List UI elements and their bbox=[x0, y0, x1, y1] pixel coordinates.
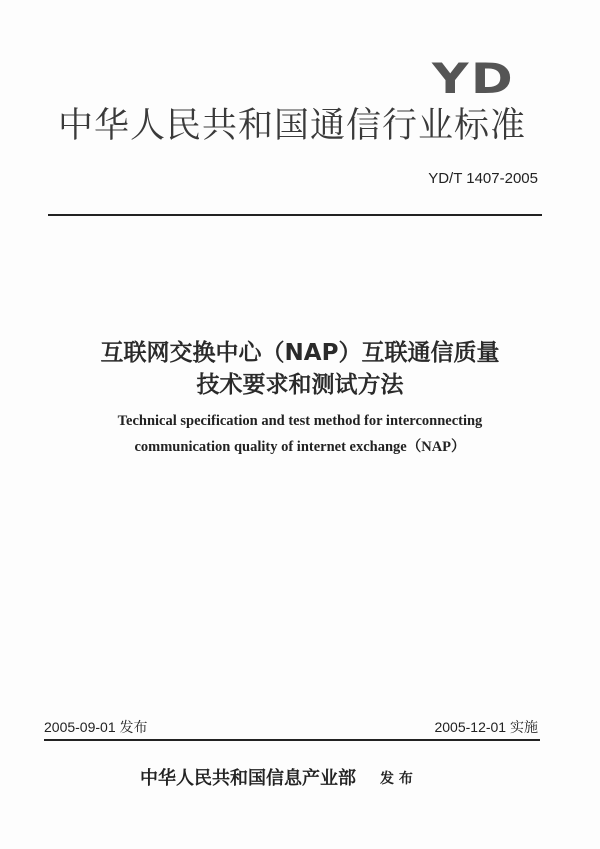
title-en-line-2: communication quality of internet exchange（NAP） bbox=[134, 439, 466, 455]
standard-code: YD/T 1407-2005 bbox=[428, 170, 538, 187]
standard-category-title: 中华人民共和国通信行业标准 bbox=[58, 106, 527, 146]
title-en-line-1: Technical specification and test method for interconnecting bbox=[117, 413, 483, 429]
title-cn-line-2: 技术要求和测试方法 bbox=[196, 372, 404, 398]
top-divider bbox=[48, 214, 542, 216]
title-cn-line-1: 互联网交换中心（NAP）互联通信质量 bbox=[100, 340, 500, 366]
publisher: 中华人民共和国信息产业部 bbox=[140, 768, 356, 789]
issue-date: 2005-09-01 发布 bbox=[44, 719, 148, 735]
publisher-action: 发 布 bbox=[380, 771, 413, 787]
bottom-divider bbox=[44, 739, 540, 741]
yd-logo: YD bbox=[432, 54, 516, 103]
implement-date: 2005-12-01 实施 bbox=[434, 719, 538, 735]
